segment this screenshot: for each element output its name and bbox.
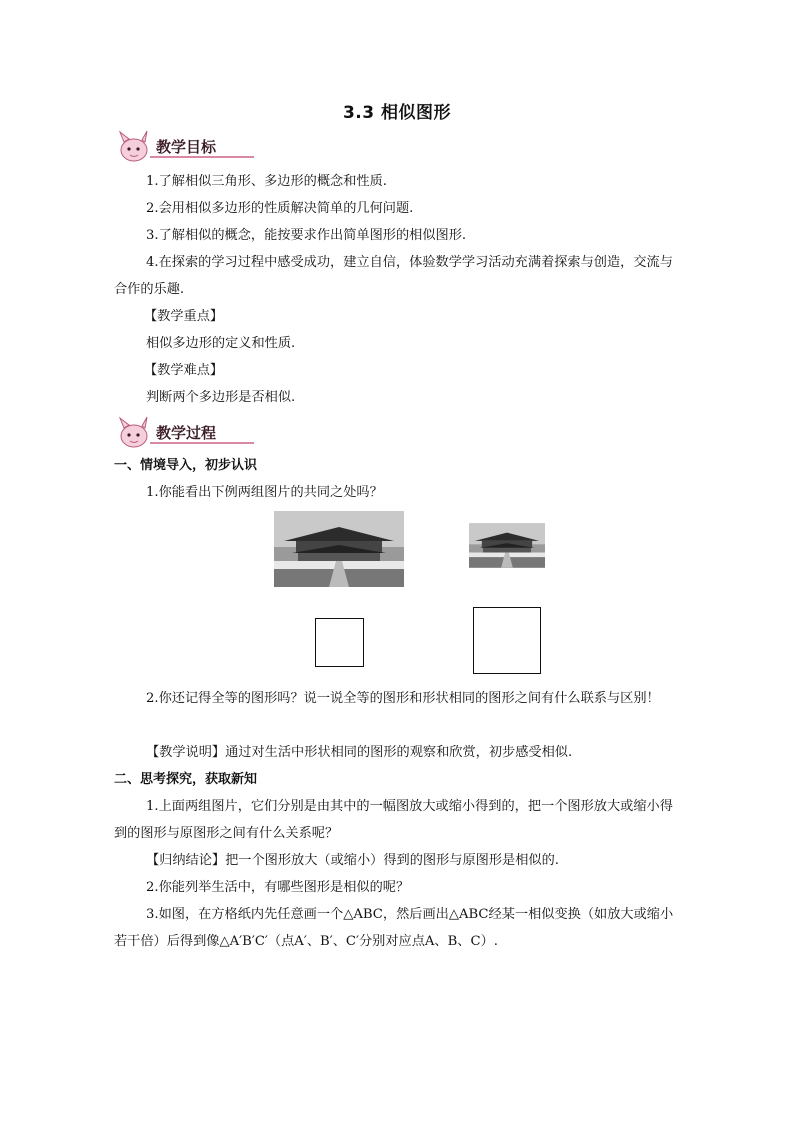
part2-question-1: 1.上面两组图片，它们分别是由其中的一幅图放大或缩小得到的，把一个图形放大或缩小得到的图形与原图形之间有什么关系呢？: [114, 799, 673, 841]
part2-question-2: 2.你能列举生活中，有哪些图形是相似的呢？: [146, 880, 410, 895]
part2-heading: 二、思考探究，获取新知: [114, 772, 258, 787]
page-title: 3.3 相似图形: [342, 103, 452, 123]
part1-heading: 一、情境导入，初步认识: [114, 458, 258, 473]
difficulty-text: 判断两个多边形是否相似.: [146, 390, 296, 405]
heading-underline: [150, 156, 254, 158]
palace-photo-small: [469, 523, 545, 568]
objective-3: 3.了解相似的概念，能按要求作出简单图形的相似图形.: [146, 228, 467, 243]
objective-2: 2.会用相似多边形的性质解决简单的几何问题.: [146, 201, 414, 216]
palace-photo-large: [274, 511, 404, 587]
process-heading-label: 教学过程: [156, 424, 217, 442]
objective-1: 1.了解相似三角形、多边形的概念和性质.: [146, 174, 387, 189]
teaching-note: 【教学说明】通过对生活中形状相同的图形的观察和欣赏，初步感受相似.: [146, 745, 573, 760]
key-point-text: 相似多边形的定义和性质.: [146, 336, 296, 351]
process-heading: [114, 416, 264, 450]
heading-underline: [150, 442, 254, 444]
part2-question-3: 3.如图，在方格纸内先任意画一个△ABC，然后画出△ABC经某一相似变换（如放大或缩小若干倍）后得到像△A′B′C′（点A′、B′、C′分别对应点A、B、C）.: [114, 907, 674, 949]
objectives-heading: [114, 130, 264, 164]
objective-4: 4.在探索的学习过程中感受成功，建立自信，体验数学学习活动充满着探索与创造，交流与合作的乐趣.: [114, 255, 673, 297]
objectives-heading-label: 教学目标: [156, 138, 217, 156]
small-square: [315, 618, 364, 667]
difficulty-label: 【教学难点】: [144, 363, 224, 378]
large-square: [473, 607, 541, 674]
key-point-label: 【教学重点】: [144, 309, 224, 324]
conclusion: 【归纳结论】把一个图形放大（或缩小）得到的图形与原图形是相似的.: [146, 853, 560, 868]
mascot-icon: [114, 130, 154, 164]
question-1: 1.你能看出下例两组图片的共同之处吗？: [146, 485, 383, 500]
question-2: 2.你还记得全等的图形吗？说一说全等的图形和形状相同的图形之间有什么联系与区别！: [146, 691, 660, 706]
mascot-icon: [114, 416, 154, 450]
